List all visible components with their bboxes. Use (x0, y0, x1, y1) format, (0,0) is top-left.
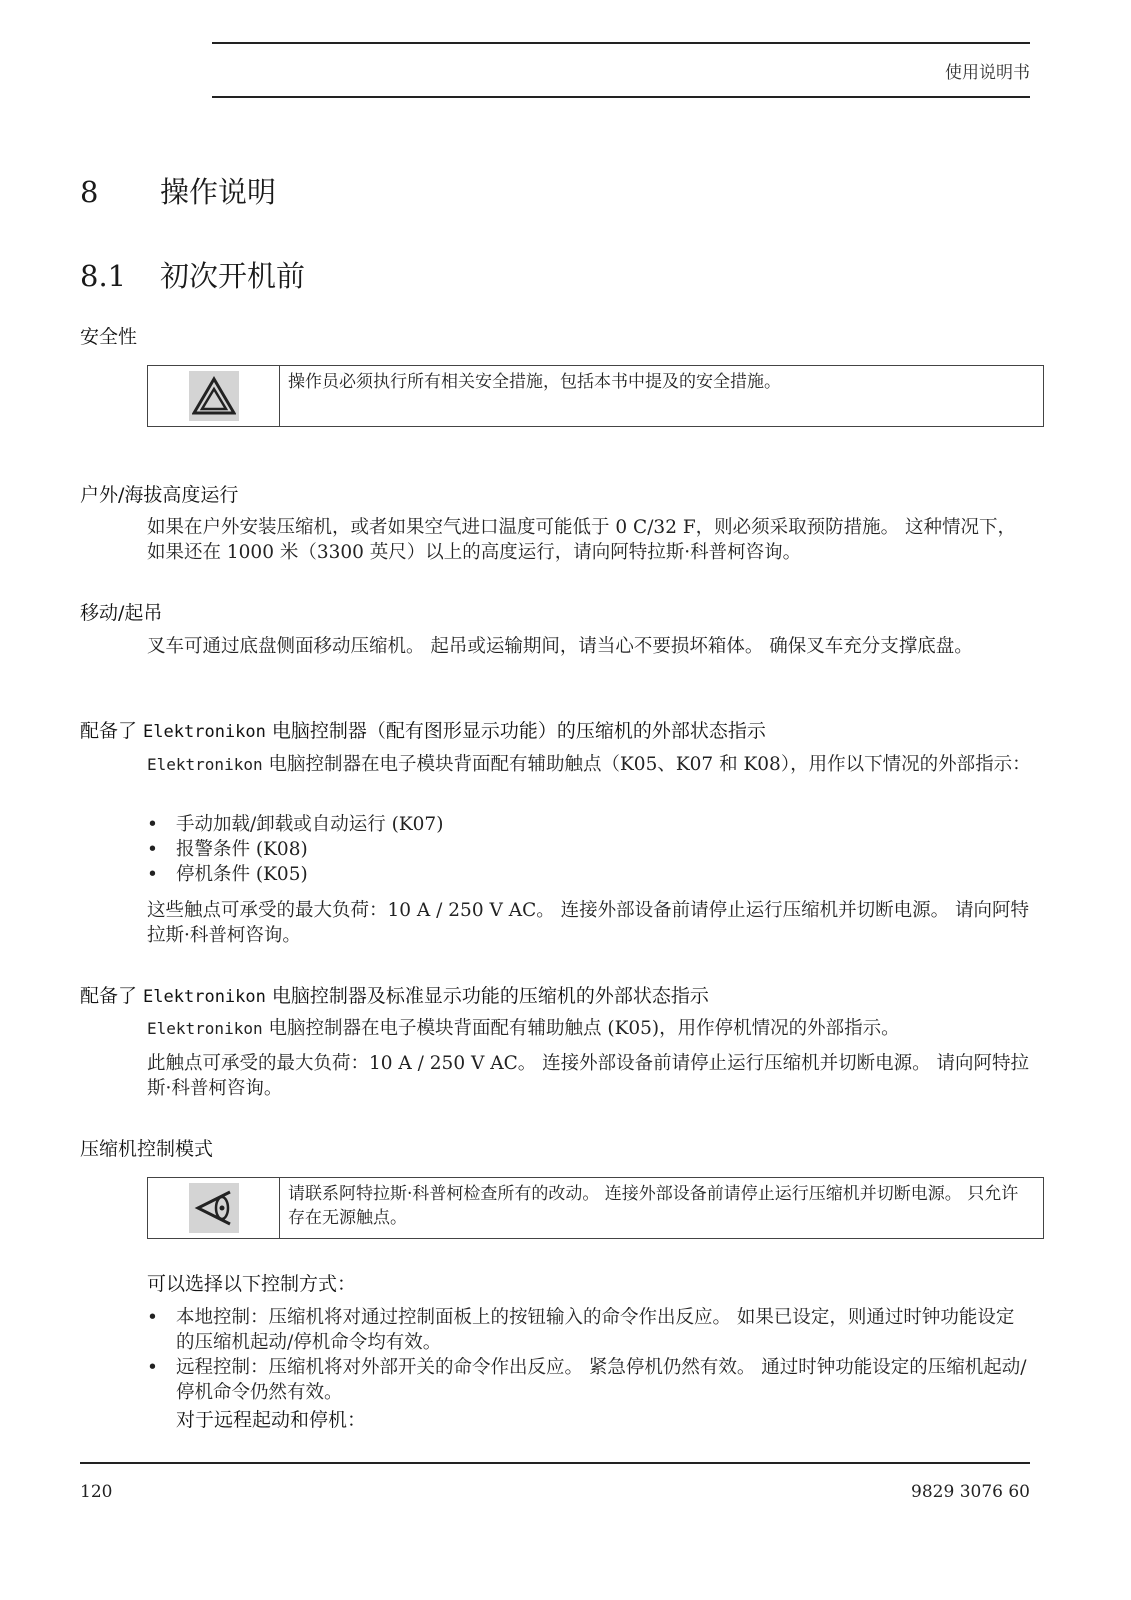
safety-heading: 安全性 (80, 326, 138, 348)
standard-load: 此触点可承受的最大负荷：10 A / 250 V AC。 连接外部设备前请停止运行压缩机并切断电源。 请向阿特拉斯·科普柯咨询。 (147, 1053, 1029, 1099)
graphic-bullet-1: • 手动加载/卸载或自动运行 (K07) (147, 814, 444, 835)
graphic-bullet-2: • 报警条件 (K08) (147, 839, 308, 860)
standard-intro: Elektronikon 电脑控制器在电子模块背面配有辅助触点 (K05)，用作停机情况的外部指示。 (147, 1018, 900, 1039)
control-bullet-remote: • 远程控制：压缩机将对外部开关的命令作出反应。 紧急停机仍然有效。 通过时钟功能设定的压缩机起动/停机命令仍然有效。 (147, 1357, 1027, 1403)
chapter-title (80, 170, 276, 211)
outdoor-paragraph: 如果在户外安装压缩机，或者如果空气进口温度可能低于 0 C/32 F，则必须采取预防措施。 这种情况下，如果还在 1000 米（3300 英尺）以上的高度运行，请向阿特拉斯·科普柯咨询。 (147, 517, 1017, 563)
section-number: 8.1 (80, 259, 127, 293)
moving-paragraph: 叉车可通过底盘侧面移动压缩机。 起吊或运输期间，请当心不要损坏箱体。 确保叉车充分支撑底盘。 (147, 636, 973, 657)
page-number: 120 (80, 1482, 113, 1502)
graphic-load: 这些触点可承受的最大负荷：10 A / 250 V AC。 连接外部设备前请停止运行压缩机并切断电源。 请向阿特拉斯·科普柯咨询。 (147, 900, 1029, 946)
remote-start-stop-label: 对于远程起动和停机： (176, 1409, 367, 1431)
chapter-title-text: 操作说明 (160, 175, 277, 209)
safety-note-box (147, 365, 1044, 427)
document-number: 9829 3076 60 (911, 1482, 1030, 1502)
eye-caution-icon (189, 1183, 239, 1233)
graphic-intro: Elektronikon 电脑控制器在电子模块背面配有辅助触点（K05、K07 和 K08），用作以下情况的外部指示： (147, 754, 1031, 775)
section-title (80, 254, 305, 295)
graphic-heading: 配备了 Elektronikon 电脑控制器（配有图形显示功能）的压缩机的外部状态指示 (80, 720, 766, 742)
control-bullet-local: • 本地控制：压缩机将对通过控制面板上的按钮输入的命令作出反应。 如果已设定，则通过时钟功能设定的压缩机起动/停机命令均有效。 (147, 1307, 1015, 1353)
warning-triangle-icon (189, 371, 239, 421)
moving-heading: 移动/起吊 (80, 602, 163, 624)
graphic-bullet-3: • 停机条件 (K05) (147, 864, 308, 885)
section-title-text: 初次开机前 (160, 259, 306, 293)
control-subheading: 可以选择以下控制方式： (147, 1273, 357, 1295)
footer-rule (80, 1462, 1030, 1464)
control-note-text: 请联系阿特拉斯·科普柯检查所有的改动。 连接外部设备前请停止运行压缩机并切断电源。 只允许存在无源触点。 (288, 1184, 1019, 1228)
safety-note-text: 操作员必须执行所有相关安全措施，包括本书中提及的安全措施。 (288, 372, 781, 392)
graphic-heading-product: Elektronikon (143, 722, 266, 742)
header-rule-bottom (212, 96, 1030, 98)
standard-heading-product: Elektronikon (143, 987, 266, 1007)
chapter-number: 8 (80, 175, 99, 209)
control-heading: 压缩机控制模式 (80, 1138, 214, 1160)
header-rule-top (212, 42, 1030, 44)
standard-heading: 配备了 Elektronikon 电脑控制器及标准显示功能的压缩机的外部状态指示 (80, 985, 709, 1007)
outdoor-heading: 户外/海拔高度运行 (80, 484, 239, 506)
control-note-box (147, 1177, 1044, 1239)
header-title: 使用说明书 (945, 63, 1030, 83)
